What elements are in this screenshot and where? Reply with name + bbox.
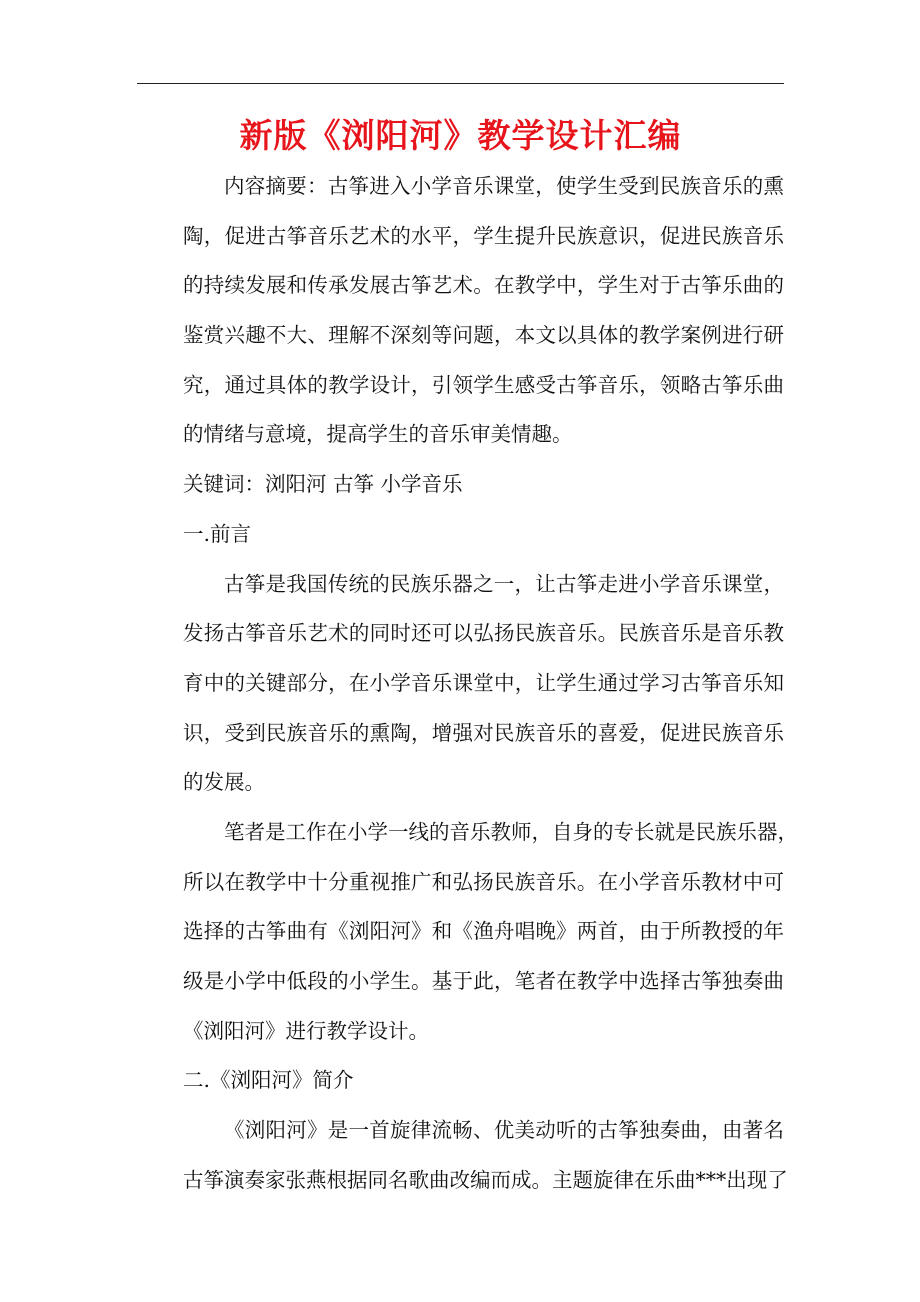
paragraph-line: 育中的关键部分，在小学音乐课堂中，让学生通过学习古筝音乐知 (183, 670, 784, 695)
paragraph-line: 古筝是我国传统的民族乐器之一，让古筝走进小学音乐课堂， (224, 571, 784, 596)
abstract-paragraph (142, 162, 784, 460)
preface-paragraph-1 (142, 560, 784, 808)
paragraph-line: 《浏阳河》是一首旋律流畅、优美动听的古筝独奏曲，由著名 (224, 1118, 784, 1143)
abstract-line: 的持续发展和传承发展古筝艺术。在教学中，学生对于古筝乐曲的 (183, 273, 784, 298)
section-heading-intro: 二.《浏阳河》简介 (183, 1068, 354, 1093)
header-rule (137, 83, 784, 84)
abstract-line: 陶，促进古筝音乐艺术的水平，学生提升民族意识，促进民族音乐 (183, 223, 784, 248)
paragraph-line: 识，受到民族音乐的熏陶，增强对民族音乐的喜爱，促进民族音乐 (183, 720, 784, 745)
abstract-line: 内容摘要：古筝进入小学音乐课堂，使学生受到民族音乐的熏 (224, 174, 784, 198)
paragraph-line: 所以在教学中十分重视推广和弘扬民族音乐。在小学音乐教材中可 (183, 869, 784, 894)
preface-paragraph-2 (142, 808, 798, 1056)
paragraph-line: 《浏阳河》进行教学设计。 (183, 1018, 429, 1043)
abstract-line: 究，通过具体的教学设计，引领学生感受古筝音乐，领略古筝乐曲 (183, 372, 784, 397)
paragraph-line: 笔者是工作在小学一线的音乐教师，自身的专长就是民族乐器， (224, 819, 798, 844)
paragraph-line: 级是小学中低段的小学生。基于此，笔者在教学中选择古筝独奏曲 (183, 969, 784, 993)
section-heading-preface: 一.前言 (183, 521, 252, 546)
paragraph-line: 选择的古筝曲有《浏阳河》和《渔舟唱晚》两首，由于所教授的年 (183, 919, 784, 944)
paragraph-line: 发扬古筝音乐艺术的同时还可以弘扬民族音乐。民族音乐是音乐教 (183, 621, 784, 646)
document-body (142, 162, 798, 1205)
document-title: 新版《浏阳河》教学设计汇编 (239, 116, 682, 155)
intro-paragraph (142, 1106, 788, 1205)
abstract-line: 的情绪与意境，提高学生的音乐审美情趣。 (183, 422, 573, 447)
abstract-line: 鉴赏兴趣不大、理解不深刻等问题，本文以具体的教学案例进行研 (183, 323, 784, 348)
keywords-line: 关键词：浏阳河 古筝 小学音乐 (183, 472, 463, 497)
paragraph-line: 古筝演奏家张燕根据同名歌曲改编而成。主题旋律在乐曲***出现了 (183, 1167, 788, 1192)
paragraph-line: 的发展。 (183, 770, 265, 795)
